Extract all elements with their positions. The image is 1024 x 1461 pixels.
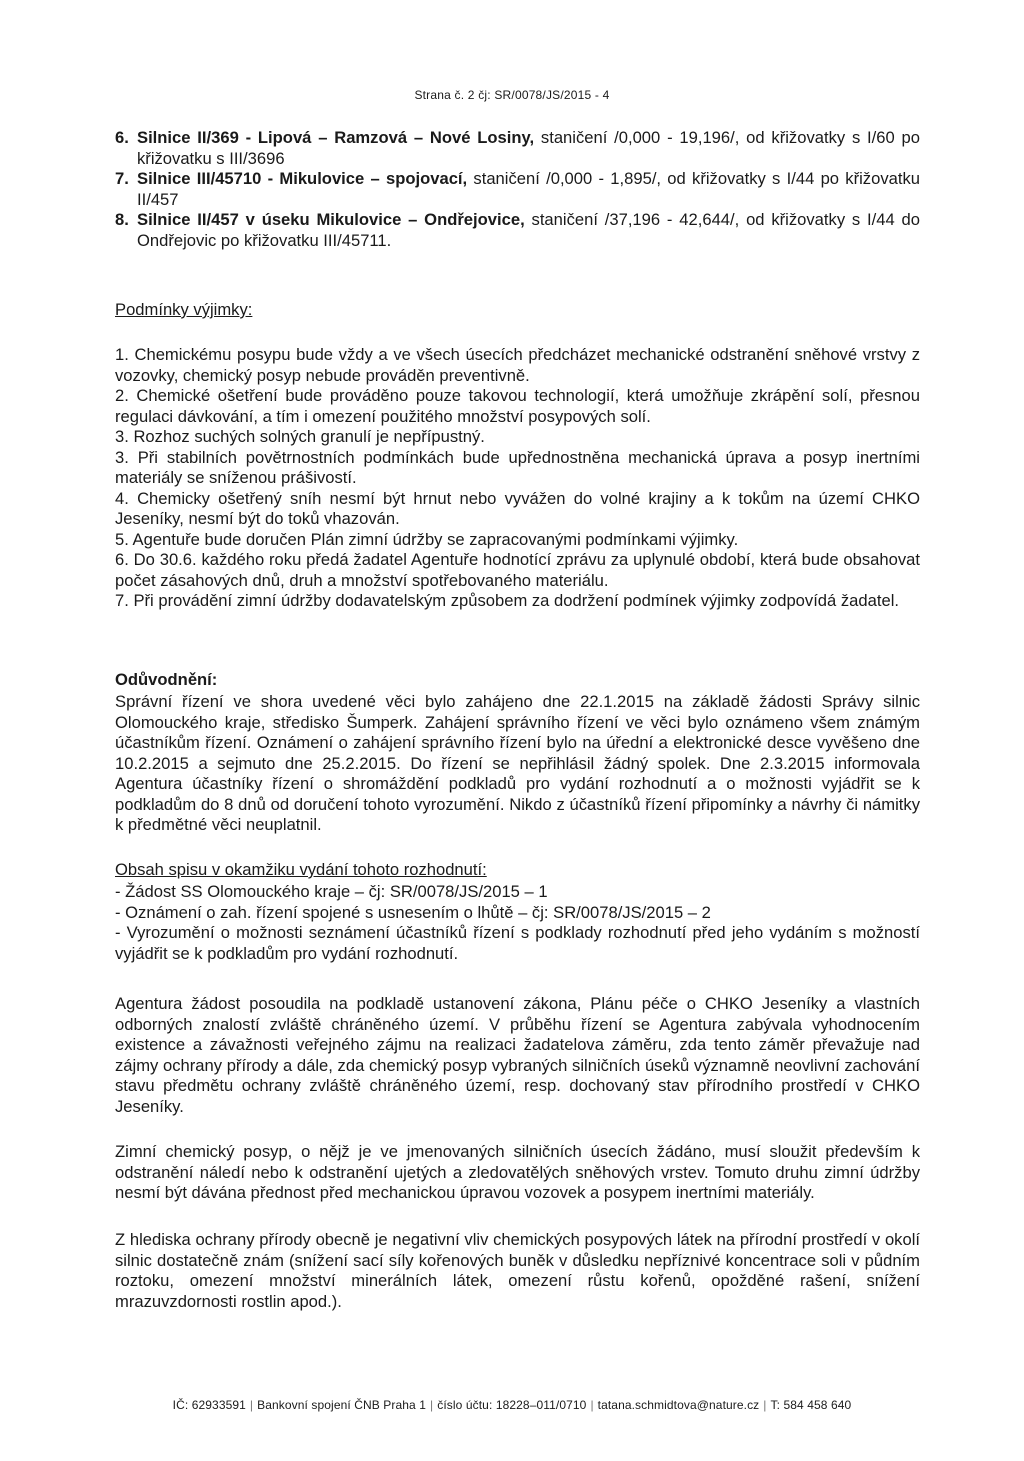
- road-number: 7.: [115, 169, 129, 188]
- nature-impact-paragraph: Z hlediska ochrany přírody obecně je negativní vliv chemických posypových látek na přírodní prostředí v okolí silnic dostatečně znám (snížení sací síly kořenových buněk v důsledku nepříznivé koncentrace soli v půdním roztoku, omezení množství minerálních látek, omezení růstu kořenů, opožděné rašení, snížení mrazuvzdornosti rostlin apod.).: [115, 1230, 920, 1311]
- road-detail: staničení /37,196 - 42,644/, od křižovatky s I/44 do Ondřejovic po křižovatku III/45711.: [137, 210, 920, 250]
- footer-phone: T: 584 458 640: [770, 1398, 852, 1412]
- page-header: Strana č. 2 čj: SR/0078/JS/2015 - 4: [414, 88, 610, 102]
- footer-account: číslo účtu: 18228–011/0710: [437, 1398, 587, 1412]
- road-detail: staničení /0,000 - 19,196/, od křižovatky s I/60 po křižovatku s III/3696: [137, 128, 920, 168]
- file-contents-list: [115, 882, 920, 964]
- condition-item: 5. Agentuře bude doručen Plán zimní údržby se zapracovanými podmínkami výjimky.: [115, 529, 739, 549]
- condition-item: 3. Při stabilních povětrnostních podmínkách bude upřednostněna mechanická úprava a posyp inertními materiály se sníženou prášivostí.: [115, 447, 920, 487]
- winter-maintenance-paragraph: Zimní chemický posyp, o nějž je ve jmenovaných silničních úsecích žádáno, musí sloužit především k odstranění náledí nebo k odstranění ujetých a zledovatělých sněhových vrstev. Tomuto druhu zimní údržby nesmí být dávána přednost před mechanickou úpravou vozovek a posypem inertními materiály.: [115, 1142, 920, 1202]
- condition-item: 3. Rozhoz suchých solných granulí je nepřípustný.: [115, 427, 485, 446]
- condition-item: 1. Chemickému posypu bude vždy a ve všech úsecích předcházet mechanické odstranění sněhové vrstvy z vozovky, chemický posyp nebude prováděn preventivně.: [115, 345, 920, 385]
- road-name: Silnice III/45710 - Mikulovice – spojovací,: [137, 169, 468, 188]
- road-list: [115, 128, 920, 251]
- road-number: 8.: [115, 210, 129, 229]
- justification-paragraph: Správní řízení ve shora uvedené věci bylo zahájeno dne 22.1.2015 na základě žádosti Správy silnic Olomouckého kraje, středisko Šumperk. Zahájení správního řízení ve věci bylo oznámeno všem známým účastníkům řízení. Oznámení o zahájení správního řízení bylo na úřední a elektronické desce vyvěšeno dne 10.2.2015 a sejmuto dne 25.2.2015. Do řízení se nepřihlásil žádný spolek. Dne 2.3.2015 informovala Agentura účastníky řízení o shromáždění podkladů pro vydání rozhodnutí a o možnosti vyjádřit se k podkladům do 8 dnů od doručení tohoto vyrozumění. Nikdo z účastníků řízení připomínky a návrhy či námitky k předmětné věci neuplatnil.: [115, 692, 920, 834]
- file-item: - Žádost SS Olomouckého kraje – čj: SR/0078/JS/2015 – 1: [115, 882, 548, 901]
- assessment-paragraph: Agentura žádost posoudila na podkladě ustanovení zákona, Plánu péče o CHKO Jeseníky a vlastních odborných znalostí zvláště chráněného území. V průběhu řízení se Agentura zabývala vyhodnocením existence a závažnosti veřejného zájmu na realizaci žadatelova záměru, zda tento záměr převažuje nad zájmy ochrany přírody a dále, zda chemický posyp vybraných silničních úseků významně neovlivní zachování stavu předmětu ochrany zvláště chráněného území, resp. dochovaný stav přírodního prostředí v CHKO Jeseníky.: [115, 994, 920, 1116]
- footer-ic: IČ: 62933591: [172, 1398, 246, 1412]
- condition-item: 2. Chemické ošetření bude prováděno pouze takovou technologií, která umožňuje zkrápění solí, přesnou regulaci dávkování, a tím i omezení použitého množství posypových solí.: [115, 386, 920, 426]
- road-name: Silnice II/369 - Lipová – Ramzová – Nové Losiny,: [137, 128, 535, 147]
- road-detail: staničení /0,000 - 1,895/, od křižovatky s I/44 po křižovatku II/457: [137, 169, 920, 209]
- condition-item: 4. Chemicky ošetřený sníh nesmí být hrnut nebo vyvážen do volné krajiny a k tokům na území CHKO Jeseníky, nesmí být do toků vhazován.: [115, 488, 920, 528]
- page-footer: IČ: 62933591 | Bankovní spojení ČNB Praha 1 | číslo účtu: 18228–011/0710 | tatana.schmidtova@nature.cz | T: 584 458 640: [172, 1398, 852, 1412]
- file-item: - Oznámení o zah. řízení spojené s usnesením o lhůtě – čj: SR/0078/JS/2015 – 2: [115, 902, 711, 922]
- road-item: [115, 210, 920, 251]
- conditions-list: [115, 345, 920, 612]
- road-name: Silnice II/457 v úseku Mikulovice – Ondřejovice,: [137, 210, 525, 229]
- road-number: 6.: [115, 128, 129, 147]
- road-item: [115, 128, 920, 169]
- road-item: [115, 169, 920, 210]
- condition-item: 7. Při provádění zimní údržby dodavatelským způsobem za dodržení podmínek výjimky zodpovídá žadatel.: [115, 591, 899, 610]
- conditions-heading: Podmínky výjimky:: [115, 300, 253, 319]
- footer-email[interactable]: tatana.schmidtova@nature.cz: [597, 1398, 760, 1412]
- justification-heading: Odůvodnění:: [115, 670, 218, 689]
- file-item: - Vyrozumění o možnosti seznámení účastníků řízení s podklady rozhodnutí před jeho vydáním s možností vyjádřit se k podkladům pro vydání rozhodnutí.: [115, 923, 920, 963]
- footer-bank: Bankovní spojení ČNB Praha 1: [257, 1398, 427, 1412]
- file-contents-heading: Obsah spisu v okamžiku vydání tohoto rozhodnutí:: [115, 860, 487, 879]
- condition-item: 6. Do 30.6. každého roku předá žadatel Agentuře hodnotící zprávu za uplynulé období, která bude obsahovat počet zásahových dnů, druh a množství spotřebovaného materiálu.: [115, 550, 920, 590]
